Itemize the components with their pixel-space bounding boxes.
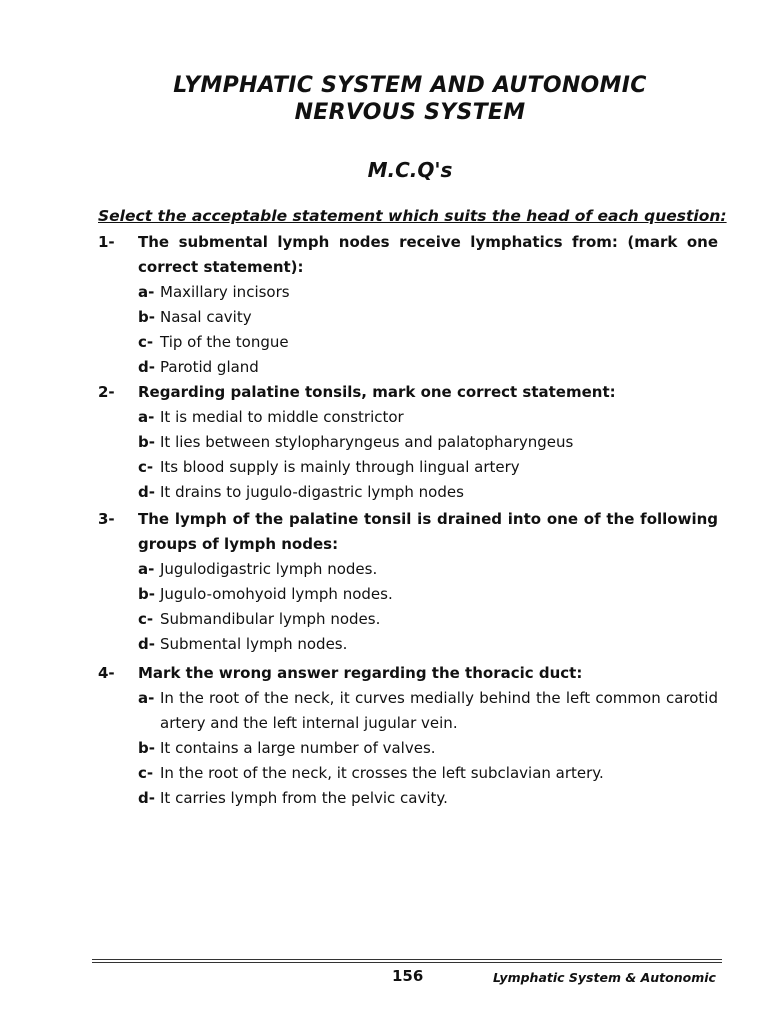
option-letter: c- <box>138 458 154 476</box>
option-c <box>138 607 718 632</box>
question-1 <box>98 230 718 380</box>
option-letter: c- <box>138 764 154 782</box>
running-title: Lymphatic System & Autonomic <box>493 970 716 985</box>
question-number: 4- <box>98 664 115 682</box>
option-text: In the root of the neck, it curves medially behind the left common carotid artery and the left internal jugular vein. <box>160 689 718 732</box>
question-4 <box>98 661 718 811</box>
option-c <box>138 455 718 480</box>
page-title <box>0 72 768 126</box>
option-letter: b- <box>138 308 155 326</box>
option-letter: d- <box>138 483 155 501</box>
page-number: 156 <box>392 967 424 985</box>
option-text: Jugulodigastric lymph nodes. <box>160 560 378 578</box>
question-2 <box>98 380 718 505</box>
footer-divider <box>92 962 722 963</box>
option-letter: c- <box>138 333 154 351</box>
option-text: It contains a large number of valves. <box>160 739 436 757</box>
option-text: Submandibular lymph nodes. <box>160 610 381 628</box>
option-text: Submental lymph nodes. <box>160 635 348 653</box>
title-line-2: NERVOUS SYSTEM <box>294 100 526 125</box>
option-letter: a- <box>138 408 155 426</box>
option-c <box>138 330 718 355</box>
footer-divider <box>92 959 722 960</box>
question-text: The lymph of the palatine tonsil is drained into one of the following groups of lymph nodes: <box>138 510 718 553</box>
option-a <box>138 280 718 305</box>
section-subtitle: M.C.Q's <box>367 158 453 182</box>
question-number: 1- <box>98 233 115 251</box>
option-letter: b- <box>138 433 155 451</box>
option-text: In the root of the neck, it crosses the left subclavian artery. <box>160 764 604 782</box>
question-3 <box>98 507 718 657</box>
option-b <box>138 582 718 607</box>
option-d <box>138 355 718 380</box>
option-letter: a- <box>138 560 155 578</box>
option-text: Tip of the tongue <box>160 333 289 351</box>
question-number: 2- <box>98 383 115 401</box>
option-d <box>138 786 718 811</box>
instruction-text: Select the acceptable statement which suits the head of each question: <box>98 207 727 225</box>
option-d <box>138 632 718 657</box>
option-d <box>138 480 718 505</box>
option-text: It is medial to middle constrictor <box>160 408 404 426</box>
question-number: 3- <box>98 510 115 528</box>
option-text: Jugulo-omohyoid lymph nodes. <box>160 585 393 603</box>
option-text: It carries lymph from the pelvic cavity. <box>160 789 448 807</box>
option-text: Nasal cavity <box>160 308 252 326</box>
option-text: It drains to jugulo-digastric lymph nodes <box>160 483 464 501</box>
title-line-1: LYMPHATIC SYSTEM AND AUTONOMIC <box>173 73 647 98</box>
option-letter: d- <box>138 635 155 653</box>
option-letter: b- <box>138 585 155 603</box>
option-c <box>138 761 718 786</box>
option-b <box>138 305 718 330</box>
option-text: Parotid gland <box>160 358 259 376</box>
option-a <box>138 686 718 736</box>
option-letter: d- <box>138 358 155 376</box>
option-b <box>138 430 718 455</box>
option-letter: b- <box>138 739 155 757</box>
option-letter: a- <box>138 689 155 707</box>
option-a <box>138 405 718 430</box>
option-b <box>138 736 718 761</box>
option-a <box>138 557 718 582</box>
option-letter: c- <box>138 610 154 628</box>
option-text: Maxillary incisors <box>160 283 290 301</box>
question-text: Regarding palatine tonsils, mark one correct statement: <box>138 383 616 401</box>
option-letter: a- <box>138 283 155 301</box>
question-text: The submental lymph nodes receive lymphatics from: (mark one correct statement): <box>138 233 718 276</box>
option-text: Its blood supply is mainly through lingual artery <box>160 458 520 476</box>
question-text: Mark the wrong answer regarding the thoracic duct: <box>138 664 583 682</box>
option-letter: d- <box>138 789 155 807</box>
option-text: It lies between stylopharyngeus and palatopharyngeus <box>160 433 574 451</box>
